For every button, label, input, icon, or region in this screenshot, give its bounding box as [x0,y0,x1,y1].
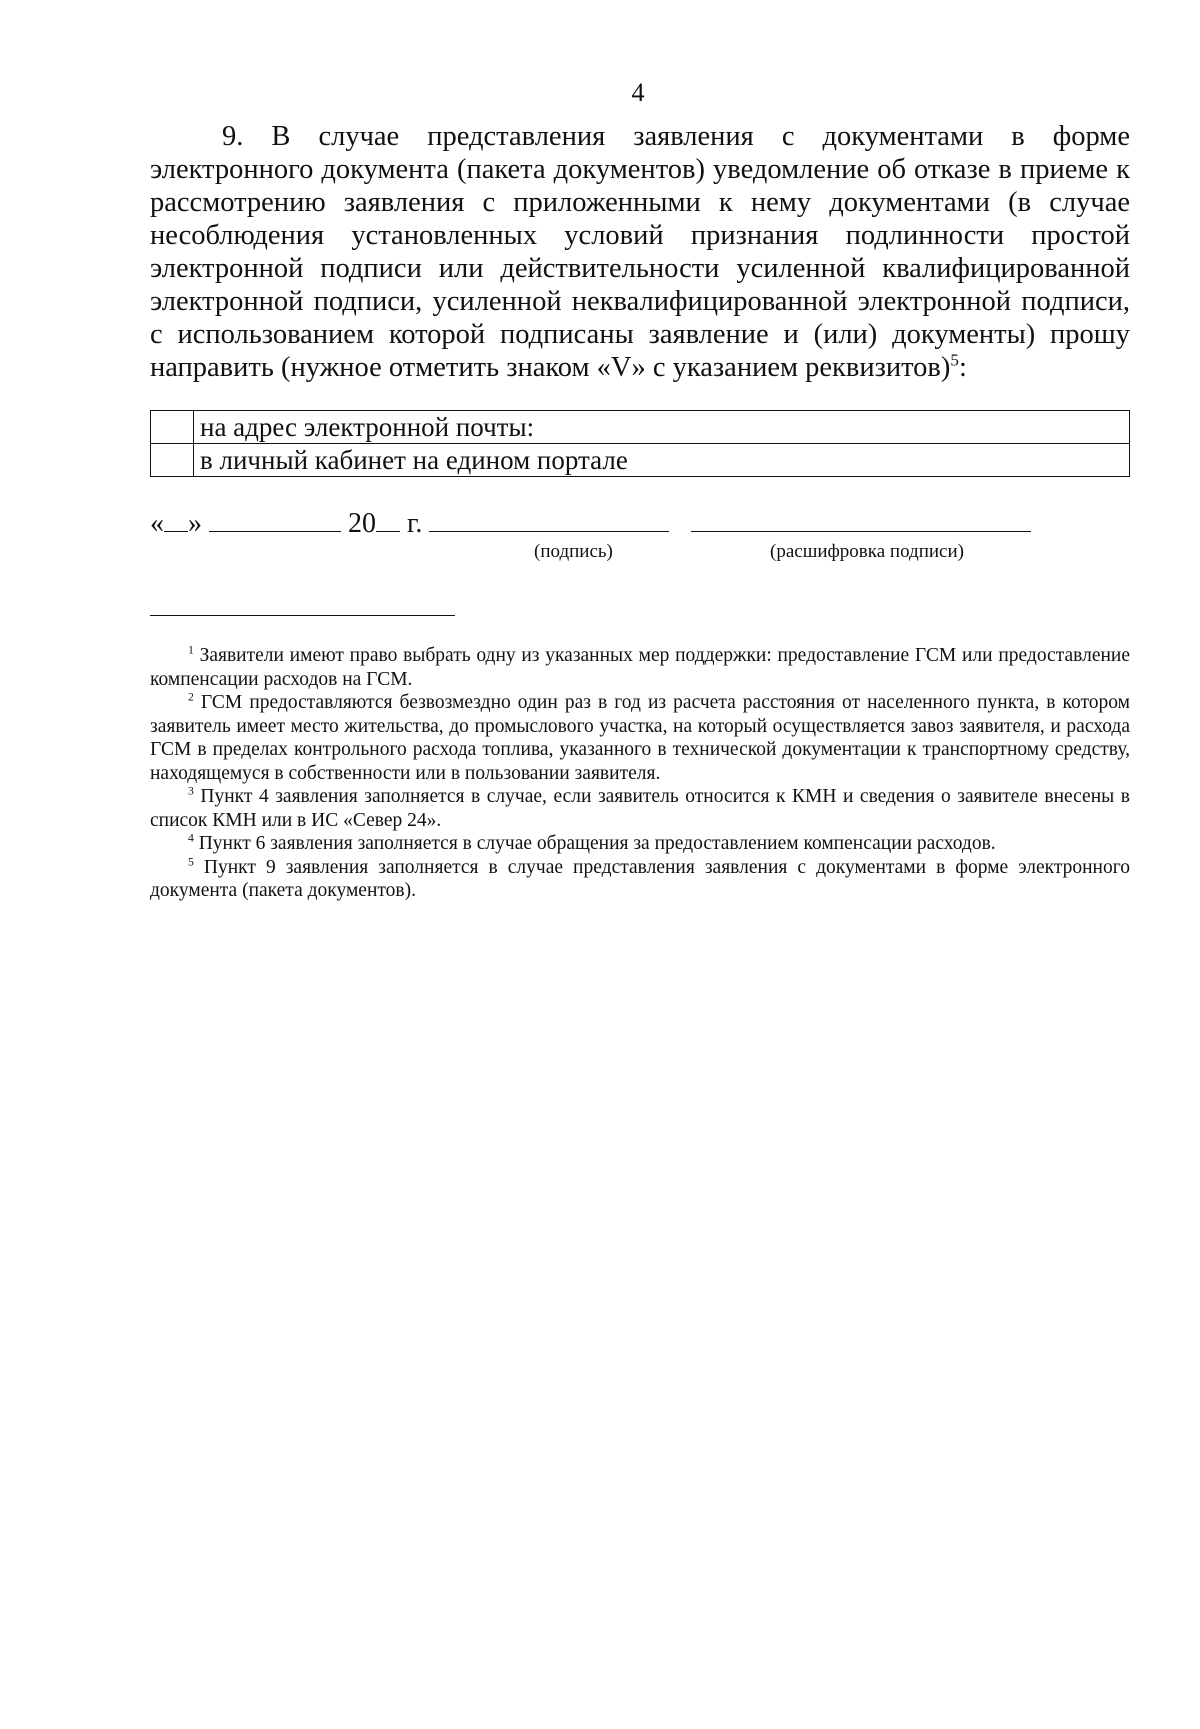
day-blank[interactable] [164,505,188,532]
footnote-3 [150,785,1130,832]
footnote-number: 4 [188,831,194,845]
footnotes [150,644,1130,903]
paragraph-number: 9. [222,121,244,152]
quote-close: » [188,508,202,539]
year-suffix: г. [407,508,423,539]
decoding-caption: (расшифровка подписи) [770,541,964,562]
option-label-email: на адрес электронной почты: [194,411,1130,444]
signature-caption: (подпись) [534,541,613,562]
delivery-options-table [150,410,1130,477]
paragraph-text: В случае представления заявления с документами в форме электронного документа (пакета документов) уведомление об отказе в приеме к рассмотрению заявления с приложенными к нему документами (в случае несоблюдения установленных условий признания подлинности простой электронной подписи или действительности усиленной квалифицированной электронной подписи, усиленной неквалифицированной электронной подписи, с использованием которой подписаны заявление и (или) документы) прошу направить (нужное отметить знаком «V» с указанием реквизитов) [150,121,1130,383]
decoding-blank[interactable] [691,505,1031,532]
footnote-2 [150,691,1130,785]
signature-blank[interactable] [429,505,669,532]
footnote-number: 5 [188,855,194,868]
paragraph-9 [150,120,1130,384]
footnote-4 [150,832,1130,856]
footnote-text: Заявители имеют право выбрать одну из указанных мер поддержки: предоставление ГСМ или предоставление компенсации расходов на ГСМ. [150,645,1130,690]
page-number: 4 [631,78,645,107]
footnote-separator [150,615,455,616]
option-checkbox-portal[interactable] [151,444,194,477]
footnote-ref: 5 [950,350,959,370]
paragraph-ending: : [958,352,967,383]
option-checkbox-email[interactable] [151,411,194,444]
footnote-text: Пункт 6 заявления заполняется в случае обращения за предоставлением компенсации расходов. [198,833,996,854]
footnote-text: ГСМ предоставляются безвозмездно один раз в год из расчета расстояния от населенного пункта, в котором заявитель имеет место жительства, до промыслового участка, на который осуществляется завоз заявителя, и расхода ГСМ в пределах контрольного расхода топлива, указанного в технической документации к транспортному средству, находящемуся в собственности или в пользовании заявителя. [150,692,1130,784]
quote-open: « [150,508,164,539]
option-row-portal [151,444,1130,477]
footnote-text: Пункт 4 заявления заполняется в случае, если заявитель относится к КМН и сведения о заявителе внесены в список КМН или в ИС «Север 24». [150,786,1131,831]
footnote-1 [150,644,1130,691]
option-row-email [151,411,1130,444]
signature-line [150,505,1031,540]
year-prefix: 20 [348,508,376,539]
footnote-number: 1 [188,643,194,657]
option-label-portal: в личный кабинет на едином портале [194,444,1130,477]
footnote-5 [150,856,1130,903]
footnote-number: 3 [188,784,194,798]
footnote-text: Пункт 9 заявления заполняется в случае представления заявления с документами в форме электронного документа (пакета документов). [150,856,1131,901]
footnote-number: 2 [188,690,194,704]
month-blank[interactable] [209,505,341,532]
year-blank[interactable] [376,505,400,532]
